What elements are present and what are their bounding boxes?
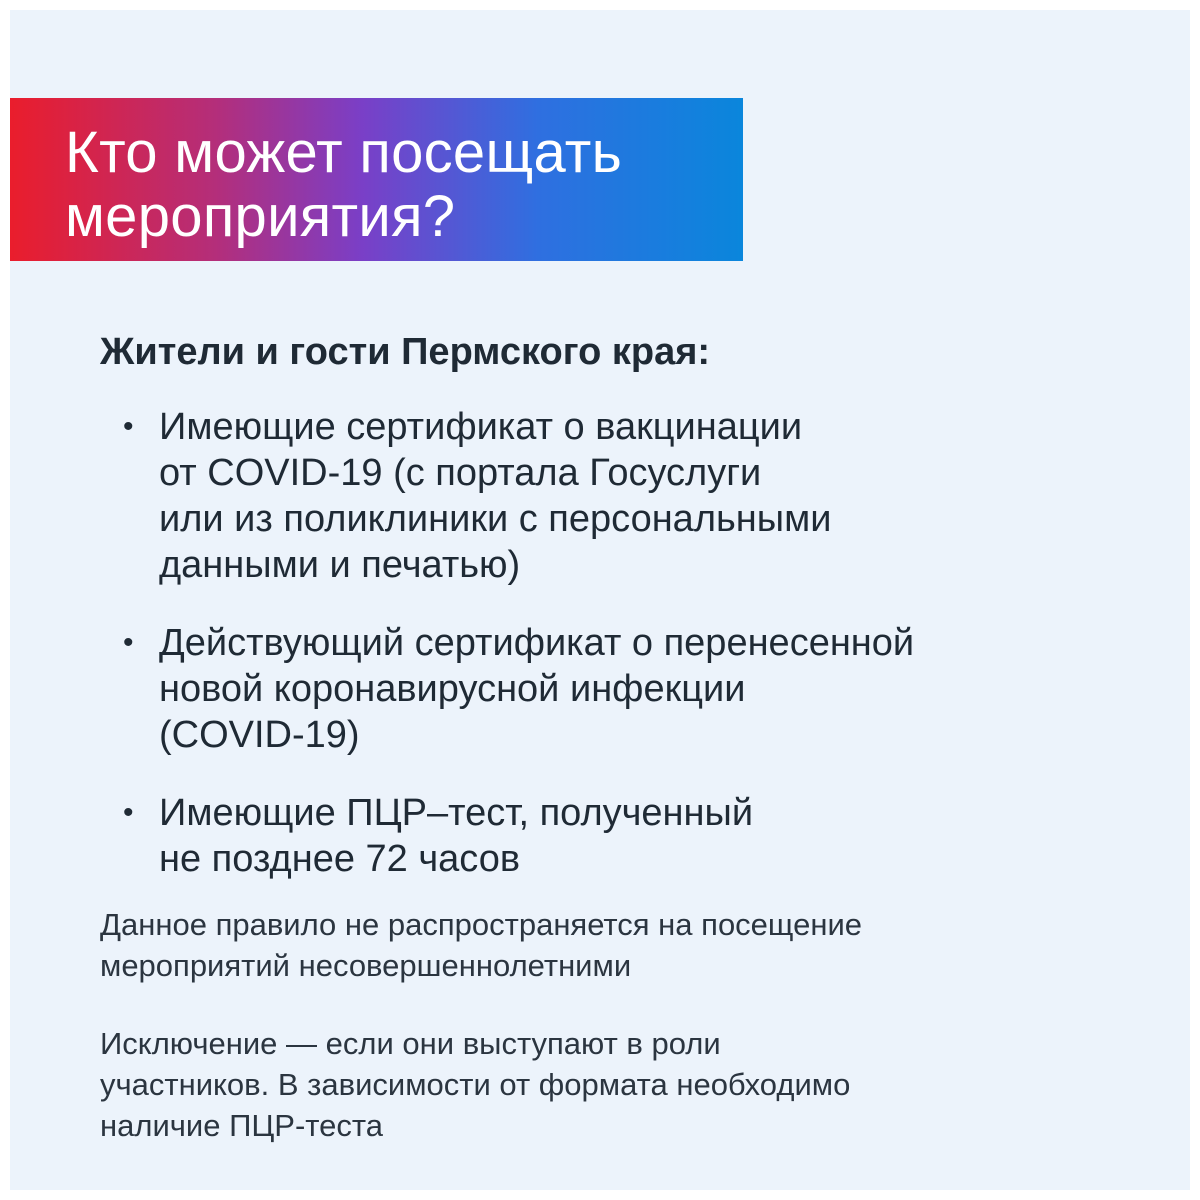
info-card [10,10,1190,1190]
note-line: мероприятий несовершеннолетними [100,948,632,983]
page-title [65,121,622,249]
bullet-icon: • [123,626,134,659]
bullet-icon: • [123,410,134,443]
list-item-vaccination [123,404,1173,588]
list-item-recovery [123,620,1173,758]
list-item-text: или из поликлиники с персональными [159,498,832,540]
page-title-line: Кто может посещать [65,120,623,185]
note-exception [100,1023,1180,1146]
note-line: Исключение — если они выступают в роли [100,1026,721,1061]
list-item-text: новой коронавирусной инфекции [159,668,746,710]
list-item-text: Действующий сертификат о перенесенной [159,622,915,664]
list-item-pcr-test [123,790,1173,882]
page-title-line: мероприятия? [65,184,456,249]
note-line: участников. В зависимости от формата необходимо [100,1067,851,1102]
note-line: наличие ПЦР-теста [100,1108,383,1143]
section-subtitle: Жители и гости Пермского края: [100,331,711,373]
list-item-text: Имеющие ПЦР–тест, полученный [159,792,754,834]
list-item-text: не позднее 72 часов [159,838,521,880]
requirements-list [123,404,1173,914]
list-item-text: данными и печатью) [159,544,521,586]
note-line: Данное правило не распространяется на посещение [100,907,862,942]
bullet-icon: • [123,796,134,829]
list-item-text: от COVID-19 (с портала Госуслуги [159,452,762,494]
list-item-text: Имеющие сертификат о вакцинации [159,406,803,448]
list-item-text: (COVID-19) [159,714,360,756]
note-minors [100,904,1180,986]
